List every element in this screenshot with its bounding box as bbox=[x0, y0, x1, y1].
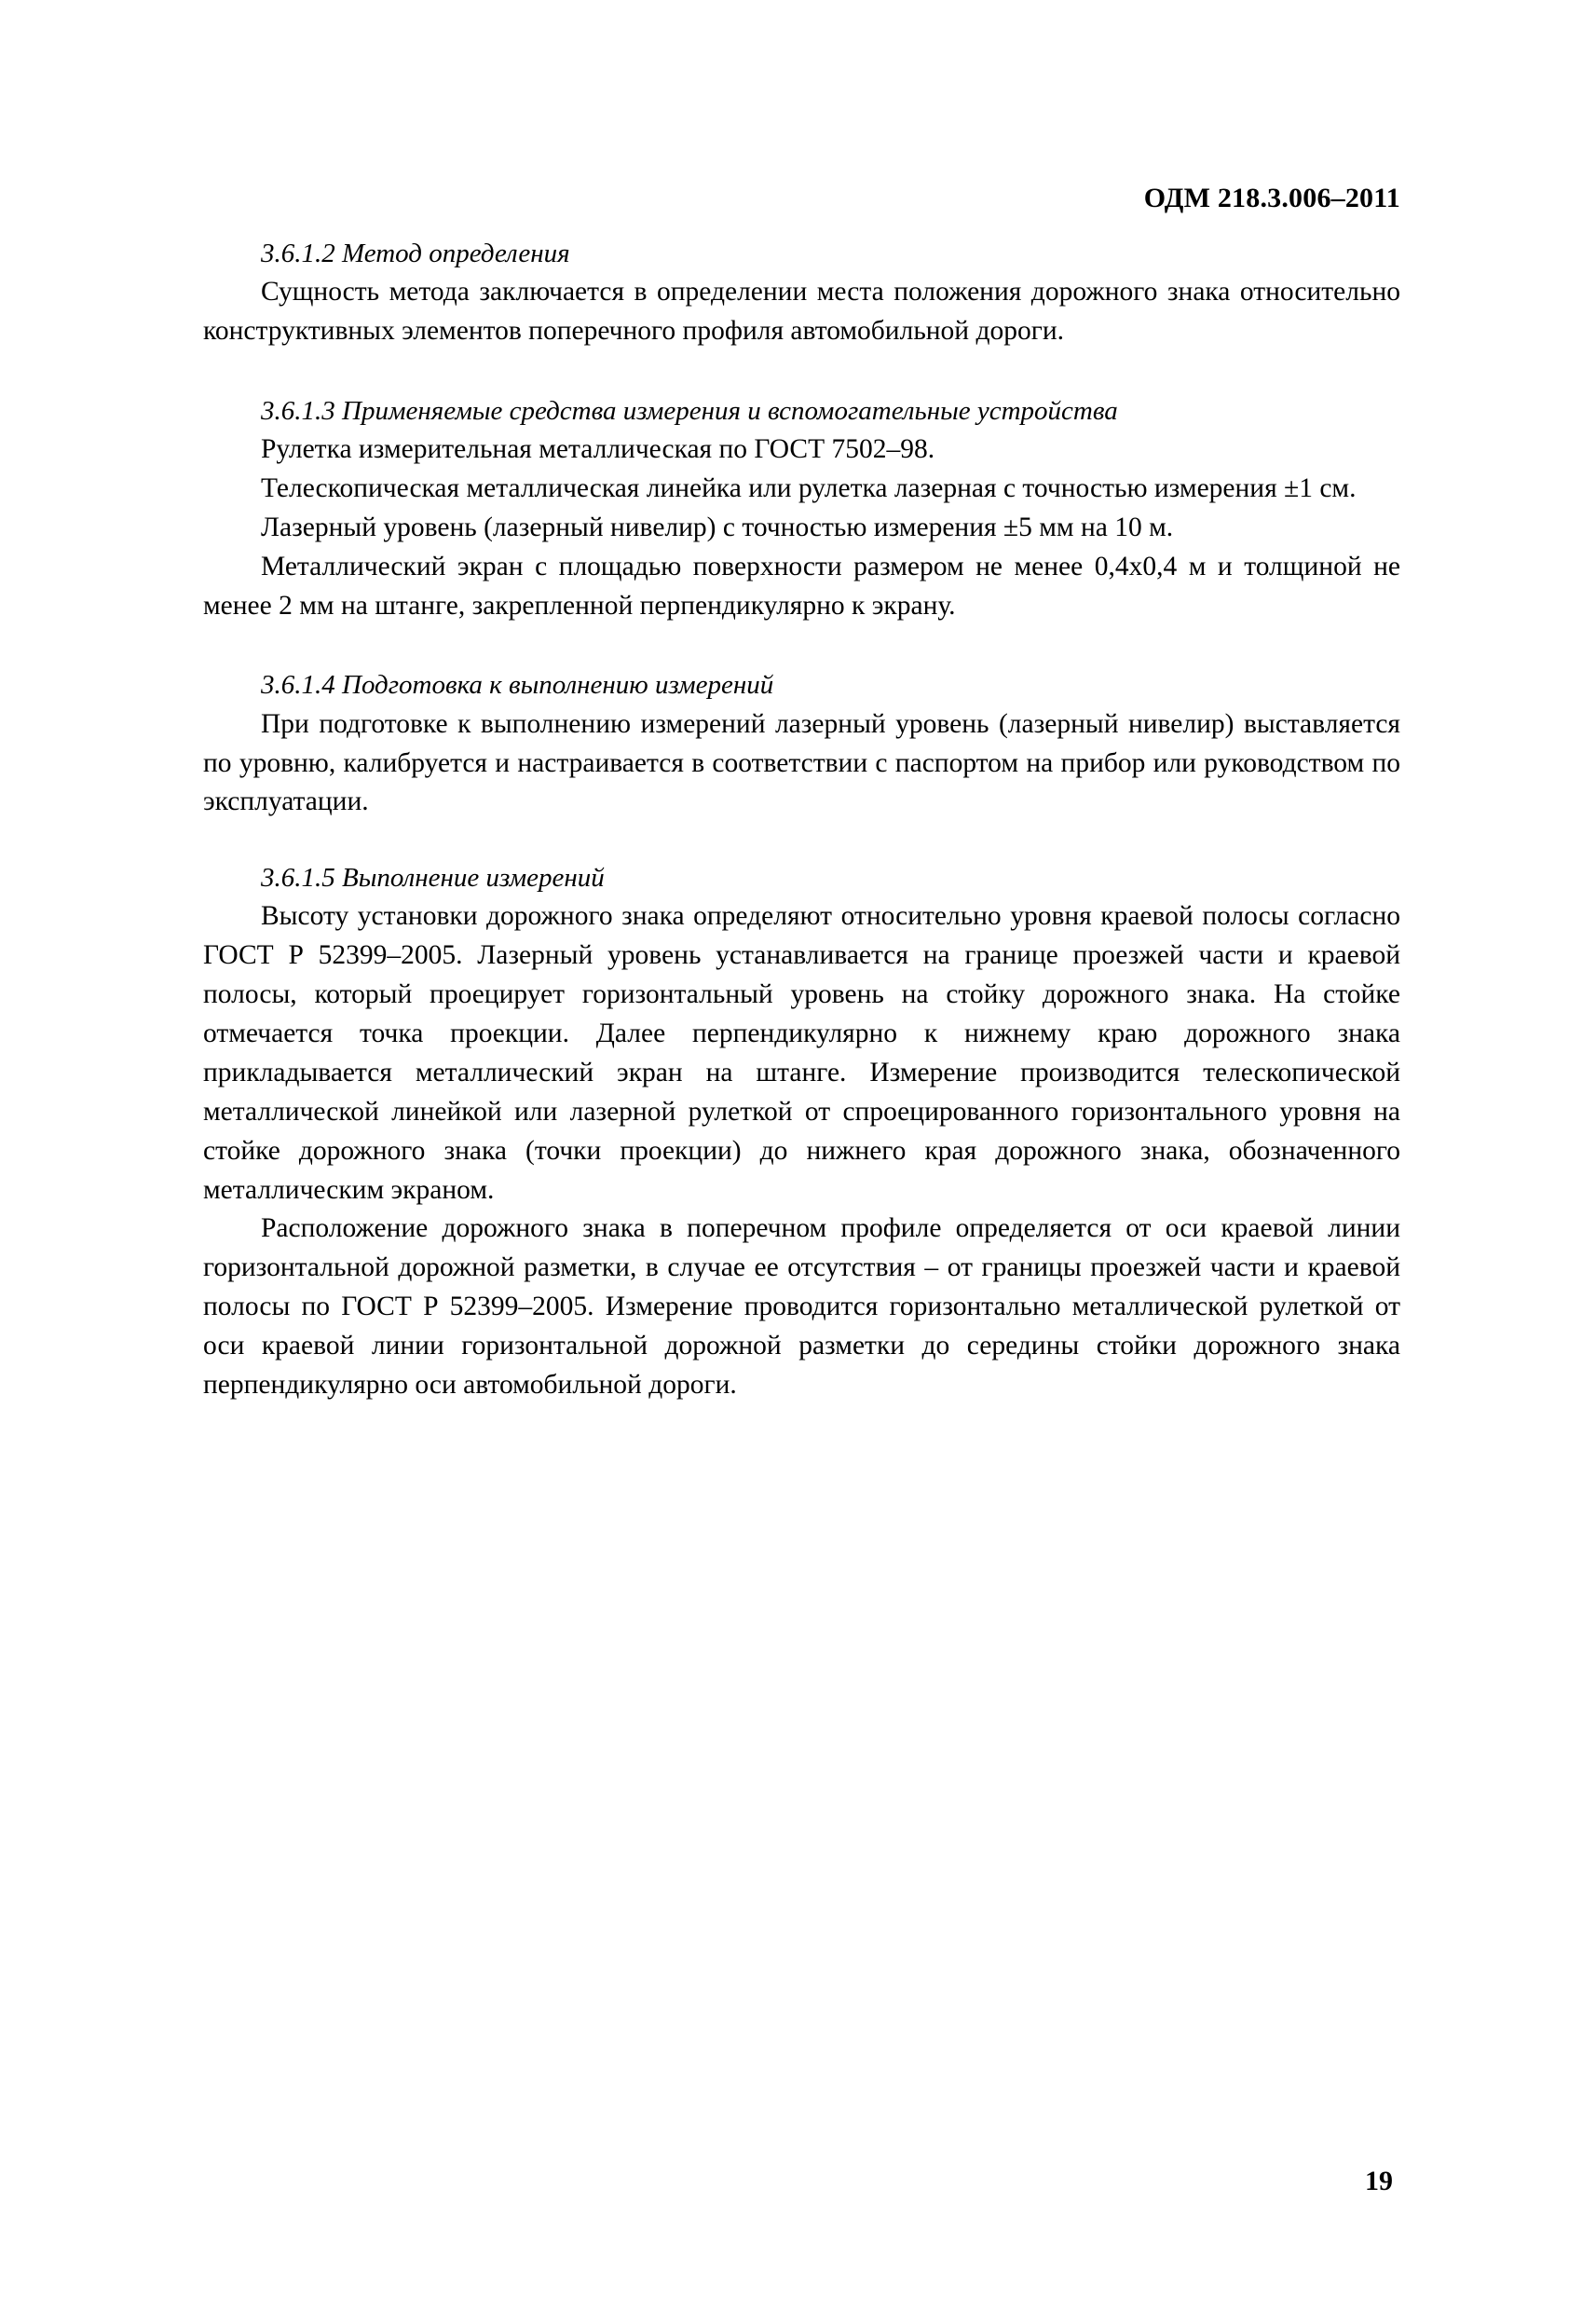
document-header: ОДМ 218.3.006–2011 bbox=[1143, 183, 1400, 213]
section-paragraph: Лазерный уровень (лазерный нивелир) с точностью измерения ±5 мм на 10 м. bbox=[261, 512, 1174, 542]
section-paragraph: Сущность метода заключается в определении места положения дорожного знака относительно конструктивных элементов поперечного профиля автомобильной дороги. bbox=[203, 277, 1400, 347]
section-heading: 3.6.1.3 Применяемые средства измерения и вспомогательные устройства bbox=[261, 395, 1118, 426]
section-heading: 3.6.1.4 Подготовка к выполнению измерений bbox=[261, 670, 774, 701]
section-paragraph: При подготовке к выполнению измерений лазерный уровень (лазерный нивелир) выставляется по уровню, калибруется и настраивается в соответствии с паспортом на прибор или руководством по эксплуатации. bbox=[203, 708, 1400, 817]
section-3-6-1-5 bbox=[203, 859, 1400, 1405]
section-paragraph: Расположение дорожного знака в поперечном профиле определяется от оси краевой линии горизонтальной дорожной разметки, в случае ее отсутствия – от границы проезжей части и краевой полосы по ГОСТ Р 52399–2005. Измерение проводится горизонтально металлической рулеткой от оси краевой линии горизонтальной дорожной разметки до середины стойки дорожного знака перпендикулярно оси автомобильной дороги. bbox=[203, 1213, 1400, 1400]
page-number: 19 bbox=[1365, 2166, 1393, 2196]
section-3-6-1-3 bbox=[203, 392, 1400, 626]
section-heading: 3.6.1.2 Метод определения bbox=[261, 239, 570, 268]
spacer bbox=[203, 351, 1400, 392]
section-paragraph: Высоту установки дорожного знака определяют относительно уровня краевой полосы согласно ГОСТ Р 52399–2005. Лазерный уровень устанавливается на границе проезжей части и краевой полосы, который проецирует горизонтальный уровень на стойку дорожного знака. На стойке отмечается точка проекции. Далее перпендикулярно к нижнему краю дорожного знака прикладывается металлический экран на штанге. Измерение производится телескопической металлической линейкой или лазерной рулеткой от спроецированного горизонтального уровня на стойке дорожного знака (точки проекции) до нижнего края дорожного знака, обозначенного металлическим экраном. bbox=[203, 901, 1400, 1205]
spacer bbox=[203, 822, 1400, 859]
section-3-6-1-4 bbox=[203, 666, 1400, 822]
section-paragraph: Рулетка измерительная металлическая по ГОСТ 7502–98. bbox=[261, 434, 935, 465]
spacer bbox=[203, 625, 1400, 666]
page-content bbox=[203, 183, 1400, 1405]
section-heading: 3.6.1.5 Выполнение измерений bbox=[261, 863, 605, 894]
section-paragraph: Телескопическая металлическая линейка или рулетка лазерная с точностью измерения ±1 см. bbox=[261, 472, 1357, 503]
section-paragraph: Металлический экран с площадью поверхности размером не менее 0,4х0,4 м и толщиной не менее 2 мм на штанге, закрепленной перпендикулярно к экрану. bbox=[203, 551, 1400, 621]
section-3-6-1-2 bbox=[203, 235, 1400, 351]
